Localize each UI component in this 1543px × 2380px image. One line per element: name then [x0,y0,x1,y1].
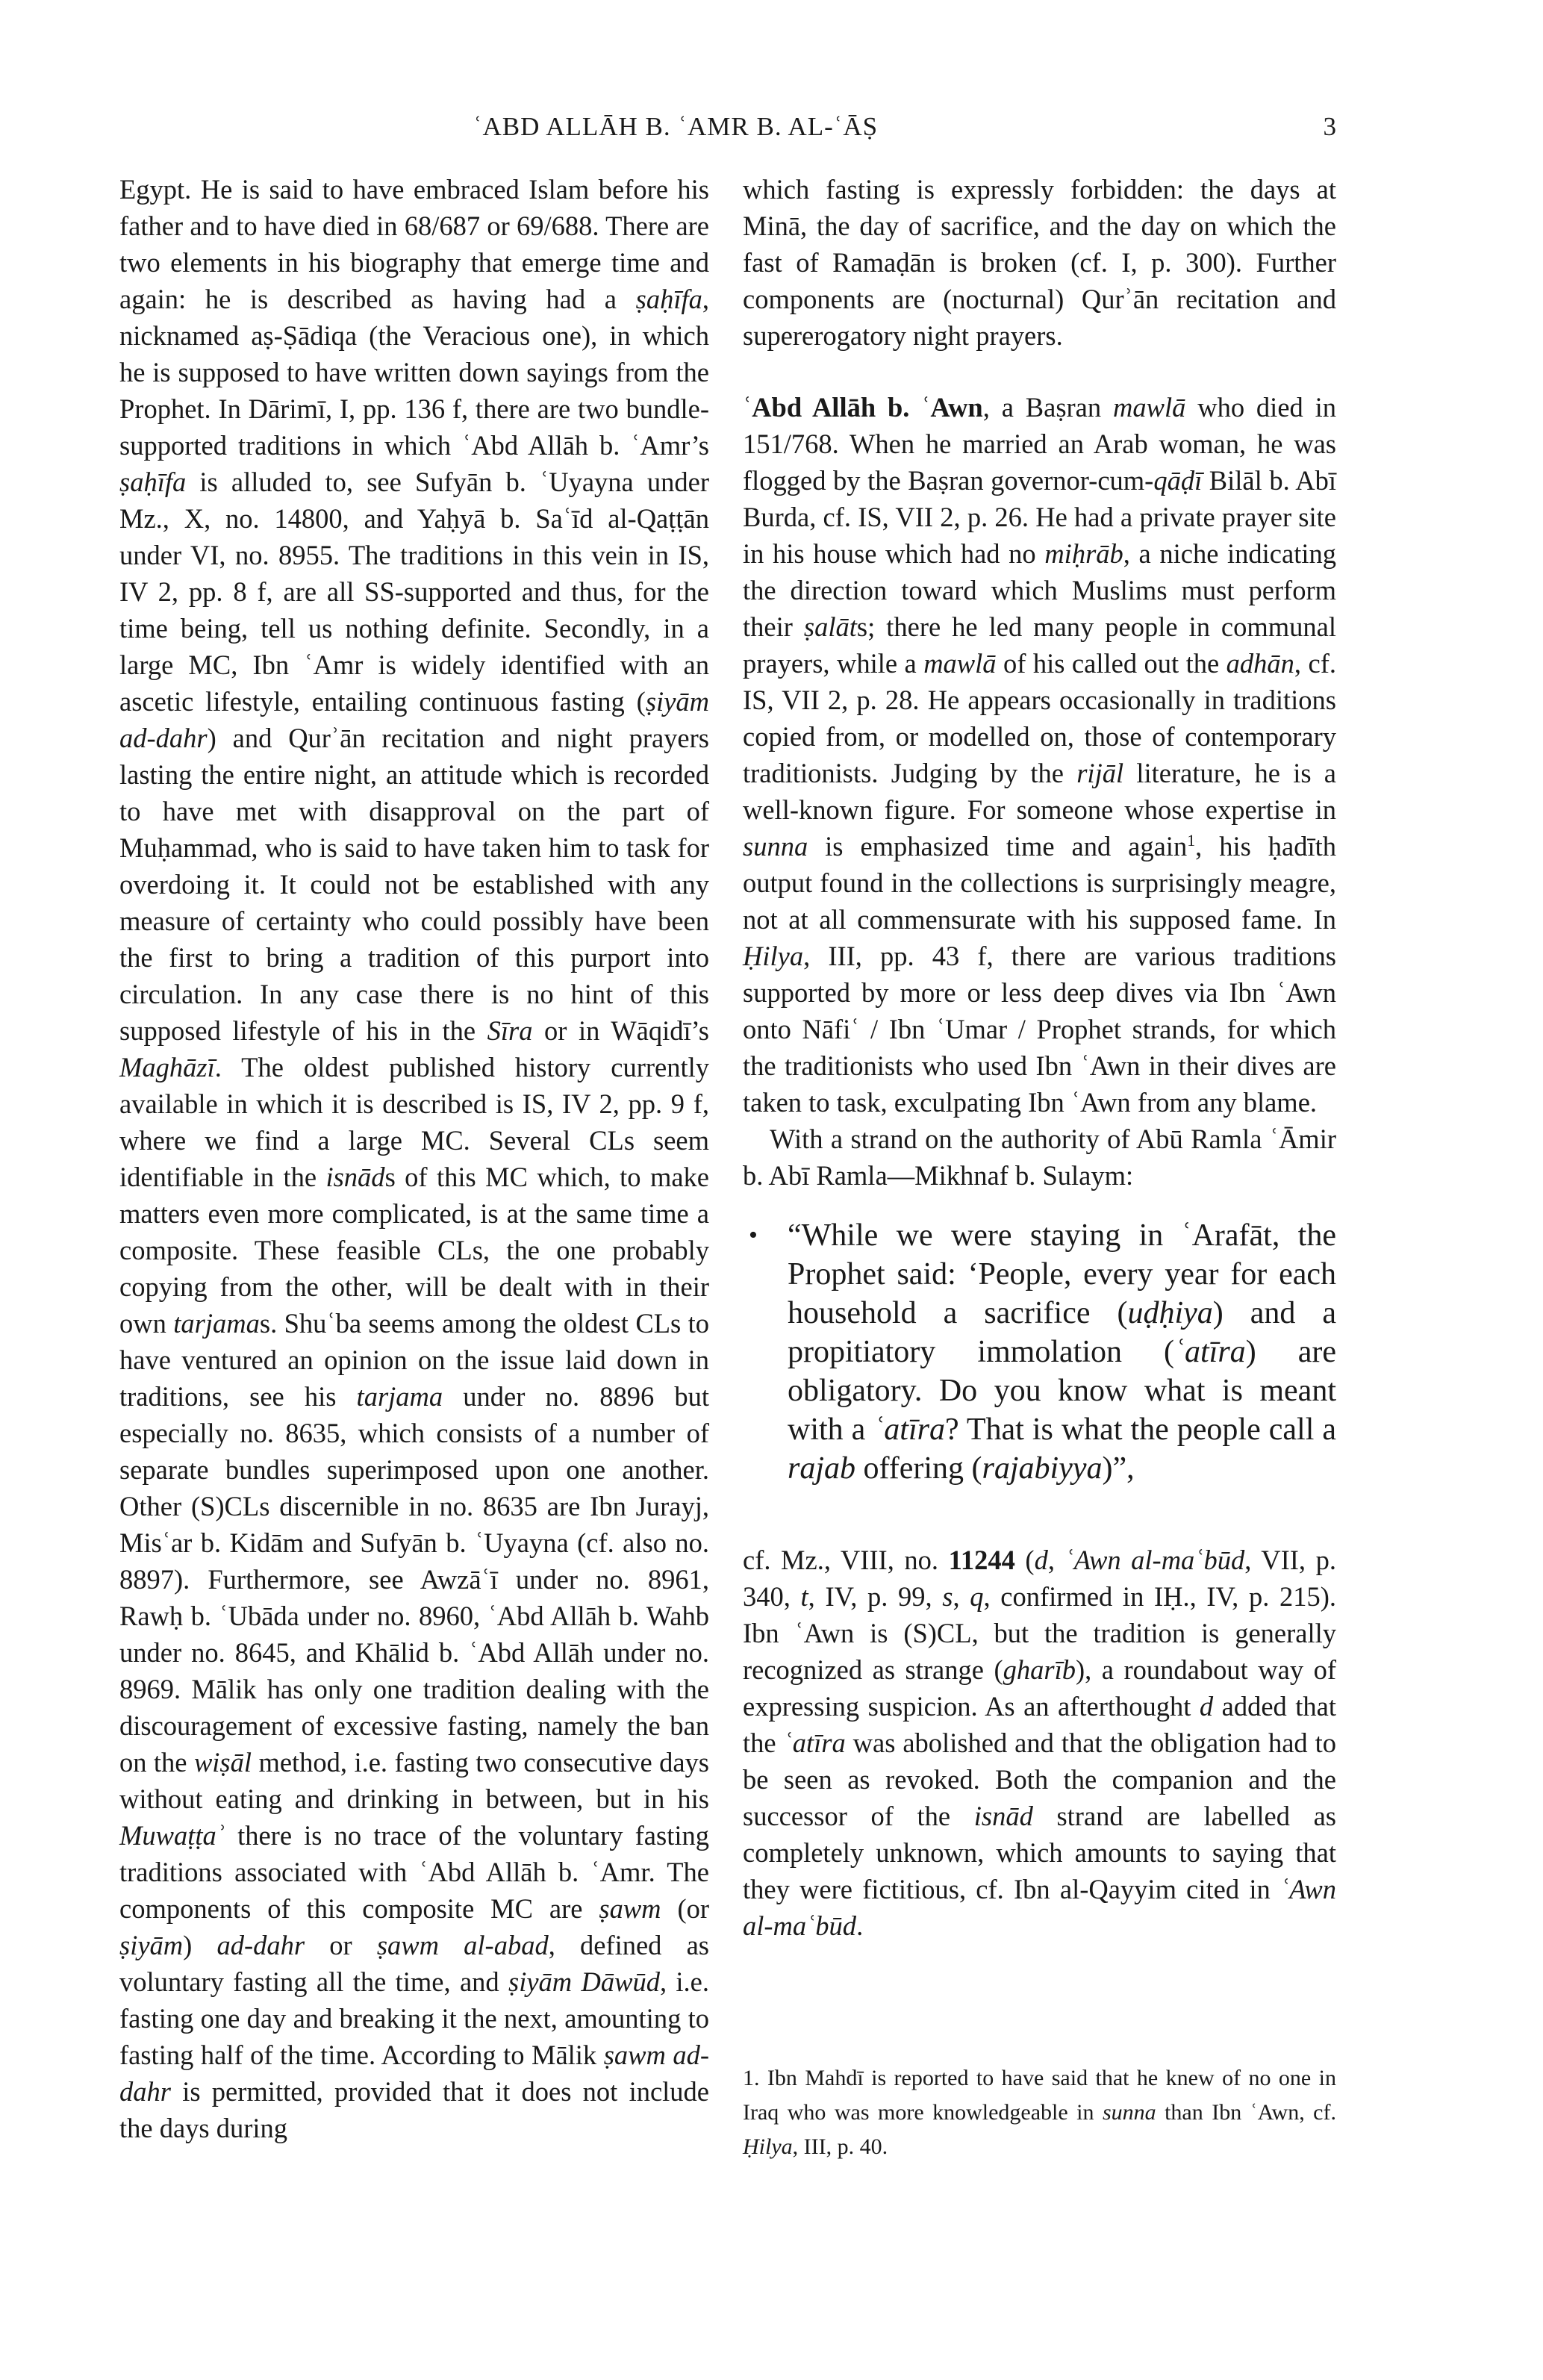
strand-intro: With a strand on the authority of Abū Ramla ʿĀmir b. Abī Ramla—Mikhnaf b. Sulaym: [743,1124,1336,1191]
left-column [119,171,709,2146]
entry-paragraph: ʿAbd Allāh b. ʿAwn, a Baṣran mawlā who died in 151/768. When he married an Arab woman, he was flogged by the Baṣran governor-cum-qāḍī Bilāl b. Abī Burda, cf. IS, VII 2, p. 26. He had a private prayer site in his house which had no miḥrāb, a niche indicating the direction toward which Muslims must perform their ṣalāts; there he led many people in communal prayers, while a mawlā of his called out the adhān, cf. IS, VII 2, p. 28. He appears occasionally in traditions copied from, or modelled on, those of contemporary traditionists. Judging by the rijāl literature, he is a well-known figure. For someone whose expertise in sunna is emphasized time and again$^1$, his ḥadīth output found in the collections is surprisingly meagre, not at all commensurate with his supposed fame. In Ḥilya, III, pp. 43 f, there are various traditions supported by more or less deep dives via Ibn ʿAwn onto Nāfiʿ / Ibn ʿUmar / Prophet strands, for which the traditionists who used Ibn ʿAwn in their dives are taken to task, exculpating Ibn ʿAwn from any blame. [743,392,1337,1118]
right-column [743,171,1336,1944]
running-title: ʿABD ALLĀH B. ʿAMR B. AL-ʿĀṢ [473,112,879,141]
continuation-paragraph: which fasting is expressly forbidden: the days at Minā, the day of sacrifice, and the day on which the fast of Ramaḍān is broken (cf. I, p. 300). Further components are (nocturnal) Qurʾān recitation and supererogatory night prayers. [743,174,1336,351]
commentary-paragraph: cf. Mz., VIII, no. 11244 (d, ʿAwn al-maʿbūd, VII, p. 340, t, IV, p. 99, s, q, confirmed in IḤ., IV, p. 215). Ibn ʿAwn is (S)CL, but the tradition is generally recognized as strange (gharīb), a roundabout way of expressing suspicion. As an afterthought d added that the ʿatīra was abolished and that the obligation had to be seen as revoked. Both the companion and the successor of the isnād strand are labelled as completely unknown, which amounts to saying that they were fictitious, cf. Ibn al-Qayyim cited in ʿAwn al-maʿbūd. [743,1545,1337,1941]
body-paragraph: Egypt. He is said to have embraced Islam before his father and to have died in 68/687 or 69/688. There are two elements in his biography that emerge time and again: he is described as having had a ṣaḥīfa, nicknamed aṣ-Ṣādiqa (the Veracious one), in which he is supposed to have written down sayings from the Prophet. In Dārimī, I, pp. 136 f, there are two bundle-supported traditions in which ʿAbd Allāh b. ʿAmr’s ṣaḥīfa is alluded to, see Sufyān b. ʿUyayna under Mz., X, no. 14800, and Yaḥyā b. Saʿīd al-Qaṭṭān under VI, no. 8955. The traditions in this vein in IS, IV 2, pp. 8 f, are all SS-supported and thus, for the time being, tell us nothing definite. Secondly, in a large MC, Ibn ʿAmr is widely identified with an ascetic lifestyle, entailing continuous fasting (ṣiyām ad-dahr) and Qurʾān recitation and night prayers lasting the entire night, an attitude which is recorded to have met with disapproval on the part of Muḥammad, who is said to have taken him to task for overdoing it. It could not be established with any measure of certainty who could possibly have been the first to bring a tradition of this purport into circulation. In any case there is no hint of this supposed lifestyle of his in the Sīra or in Wāqidī’s Maghāzī. The oldest published history currently available in which it is described is IS, IV 2, pp. 9 f, where we find a large MC. Several CLs seem identifiable in the isnāds of this MC which, to make matters even more complicated, is at the same time a composite. These feasible CLs, the one probably copying from the other, will be dealt with in their own tarjamas. Shuʿba seems among the oldest CLs to have ventured an opinion on the issue laid down in traditions, see his tarjama under no. 8896 but especially no. 8635, which consists of a number of separate bundles superimposed upon one another. Other (S)CLs discernible in no. 8635 are Ibn Jurayj, Misʿar b. Kidām and Sufyān b. ʿUyayna (cf. also no. 8897). Furthermore, see Awzāʿī under no. 8961, Rawḥ b. ʿUbāda under no. 8960, ʿAbd Allāh b. Wahb under no. 8645, and Khālid b. ʿAbd Allāh under no. 8969. Mālik has only one tradition dealing with the discouragement of excessive fasting, namely the ban on the wiṣāl method, i.e. fasting two consecutive days without eating and drinking in between, but in his Muwaṭṭaʾ there is no trace of the voluntary fasting traditions associated with ʿAbd Allāh b. ʿAmr. The components of this composite MC are ṣawm (or ṣiyām) ad-dahr or ṣawm al-abad, defined as voluntary fasting all the time, and ṣiyām Dāwūd, i.e. fasting one day and breaking it the next, amounting to fasting half of the time. According to Mālik ṣawm ad-dahr is permitted, provided that it does not include the days during [119,174,710,2143]
footnote: 1. Ibn Mahdī is reported to have said that he knew of no one in Iraq who was more knowledgeable in sunna than Ibn ʿAwn, cf. Ḥilya, III, p. 40. [743,2066,1336,2159]
bullet-icon: • [749,1221,758,1249]
tradition-quote [743,1216,1336,1488]
quote-text: “While we were staying in ʿArafāt, the Prophet said: ‘People, every year for each household a sacrifice (uḍḥiya) and a propitiatory immolation (ʿatīra) are obligatory. Do you know what is meant with a ʿatīra? That is what the people call a rajab offering (rajabiyya)”, [788,1218,1337,1486]
page-number: 3 [1323,112,1336,141]
